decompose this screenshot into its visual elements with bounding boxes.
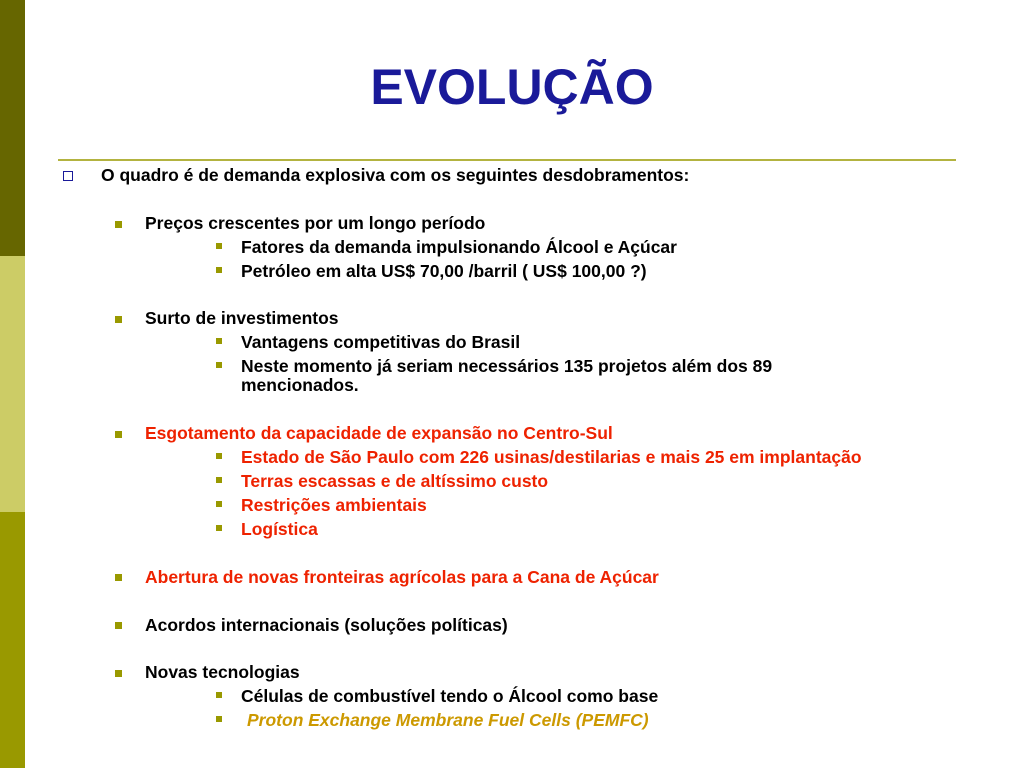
- section-item: Logística: [241, 519, 318, 539]
- small-square-bullet-icon: [216, 501, 222, 507]
- section-item: Células de combustível tendo o Álcool como base: [241, 686, 659, 706]
- title-divider: [58, 159, 956, 161]
- section-item: Neste momento já seriam necessários 135 projetos além dos 89: [241, 356, 773, 376]
- side-bar-bottom: [0, 512, 25, 768]
- small-square-bullet-icon: [216, 525, 222, 531]
- square-bullet-icon: [115, 622, 122, 629]
- square-bullet-icon: [115, 316, 122, 323]
- small-square-bullet-icon: [216, 453, 222, 459]
- section-item-continuation: mencionados.: [241, 375, 359, 395]
- small-square-bullet-icon: [216, 243, 222, 249]
- hollow-square-bullet-icon: [63, 171, 73, 181]
- square-bullet-icon: [115, 221, 122, 228]
- section-item: Petróleo em alta US$ 70,00 /barril ( US$ 100,00 ?): [241, 261, 647, 281]
- small-square-bullet-icon: [216, 692, 222, 698]
- small-square-bullet-icon: [216, 477, 222, 483]
- section-item: Proton Exchange Membrane Fuel Cells (PEMFC): [247, 710, 649, 730]
- section-heading: Esgotamento da capacidade de expansão no Centro-Sul: [145, 423, 613, 443]
- small-square-bullet-icon: [216, 362, 222, 368]
- section-item: Terras escassas e de altíssimo custo: [241, 471, 549, 491]
- section-item: Estado de São Paulo com 226 usinas/destilarias e mais 25 em implantação: [241, 447, 862, 467]
- side-bar-middle: [0, 256, 25, 512]
- small-square-bullet-icon: [216, 338, 222, 344]
- square-bullet-icon: [115, 670, 122, 677]
- small-square-bullet-icon: [216, 267, 222, 273]
- small-square-bullet-icon: [216, 716, 222, 722]
- section-heading: Abertura de novas fronteiras agrícolas para a Cana de Açúcar: [145, 567, 659, 587]
- slide-title: EVOLUÇÃO: [370, 59, 654, 115]
- square-bullet-icon: [115, 574, 122, 581]
- section-heading: Novas tecnologias: [145, 662, 300, 682]
- section-heading: Surto de investimentos: [145, 308, 339, 328]
- section-item: Restrições ambientais: [241, 495, 427, 515]
- section-item: Fatores da demanda impulsionando Álcool e Açúcar: [241, 237, 677, 257]
- section-heading: Preços crescentes por um longo período: [145, 213, 486, 233]
- square-bullet-icon: [115, 431, 122, 438]
- section-item: Vantagens competitivas do Brasil: [241, 332, 521, 352]
- intro-text: O quadro é de demanda explosiva com os seguintes desdobramentos:: [101, 165, 690, 185]
- side-bar-top: [0, 0, 25, 256]
- section-heading: Acordos internacionais (soluções políticas): [145, 615, 508, 635]
